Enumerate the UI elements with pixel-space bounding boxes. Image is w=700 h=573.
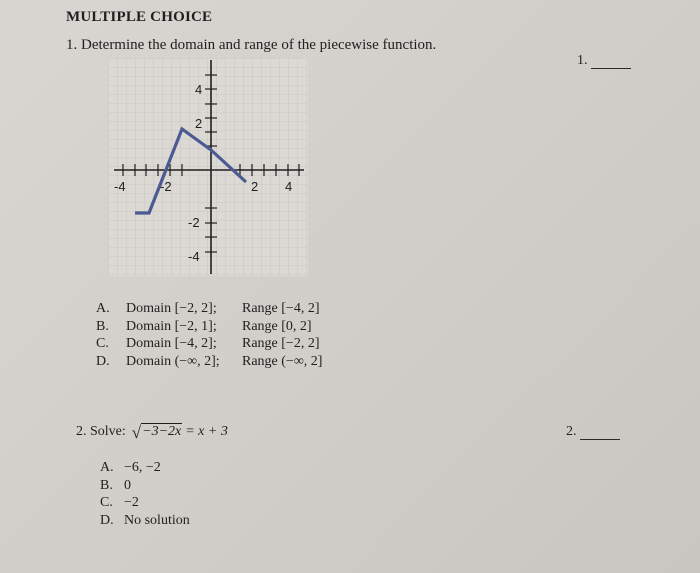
answer-blank-2-line[interactable] [580, 427, 620, 440]
choice-1d[interactable] [96, 353, 322, 371]
choice-1c[interactable] [96, 335, 322, 353]
answer-blank-1[interactable] [577, 53, 631, 69]
radicand: −3−2x [142, 424, 182, 439]
tick-label-y-4: 4 [195, 82, 203, 97]
choice-2a[interactable] [100, 459, 190, 477]
choice-text: −6, −2 [124, 460, 161, 475]
answer-blank-2[interactable] [566, 424, 620, 440]
radical-sign: √ [131, 423, 142, 442]
choice-text: −2 [124, 495, 139, 510]
tick-label-x-neg4: -4 [114, 179, 126, 194]
choice-domain: Domain [−2, 2]; [126, 301, 217, 316]
tick-label-y-neg4: -4 [188, 249, 200, 264]
choice-domain: Domain [−4, 2]; [126, 336, 217, 351]
choice-letter: D. [96, 353, 110, 369]
choice-range: Range [0, 2] [242, 318, 312, 334]
answer-blank-1-line[interactable] [591, 56, 631, 69]
question-1-text: 1. Determine the domain and range of the piecewise function. [66, 37, 437, 53]
choice-2c[interactable] [100, 494, 190, 512]
choice-domain: Domain [−2, 1]; [126, 318, 217, 334]
tick-label-x-2: 2 [251, 179, 259, 194]
radical-expression [132, 423, 182, 440]
choice-2d[interactable] [100, 512, 190, 530]
graph-grid [108, 58, 308, 276]
choice-text: 0 [124, 477, 131, 493]
choice-1b[interactable] [96, 318, 322, 336]
answer-blank-1-label: 1. [577, 53, 588, 68]
question-2-choices [100, 459, 190, 529]
choice-range: Range [−4, 2] [242, 301, 320, 316]
tick-label-y-2: 2 [195, 116, 203, 131]
question-2-prefix: 2. Solve: [76, 423, 126, 439]
tick-label-y-neg2: -2 [188, 215, 200, 230]
choice-letter: B. [100, 477, 113, 493]
choice-letter: A. [96, 301, 110, 316]
section-header: MULTIPLE CHOICE [66, 9, 213, 25]
choice-range: Range [−2, 2] [242, 336, 320, 351]
equation-rhs: = x + 3 [185, 423, 228, 439]
answer-blank-2-label: 2. [566, 424, 577, 439]
choice-range: Range (−∞, 2] [242, 353, 323, 369]
tick-label-x-neg2: -2 [160, 179, 172, 194]
choice-2b[interactable] [100, 477, 190, 495]
choice-letter: C. [96, 336, 109, 351]
choice-1a[interactable] [96, 300, 322, 318]
piecewise-graph [108, 58, 308, 276]
question-1-choices [96, 300, 322, 370]
question-2-text [76, 423, 228, 440]
choice-letter: A. [100, 460, 114, 475]
choice-domain: Domain (−∞, 2]; [126, 353, 220, 369]
choice-letter: D. [100, 512, 114, 528]
choice-text: No solution [124, 512, 190, 528]
tick-label-x-4: 4 [285, 179, 293, 194]
choice-letter: B. [96, 318, 109, 334]
choice-letter: C. [100, 495, 113, 510]
